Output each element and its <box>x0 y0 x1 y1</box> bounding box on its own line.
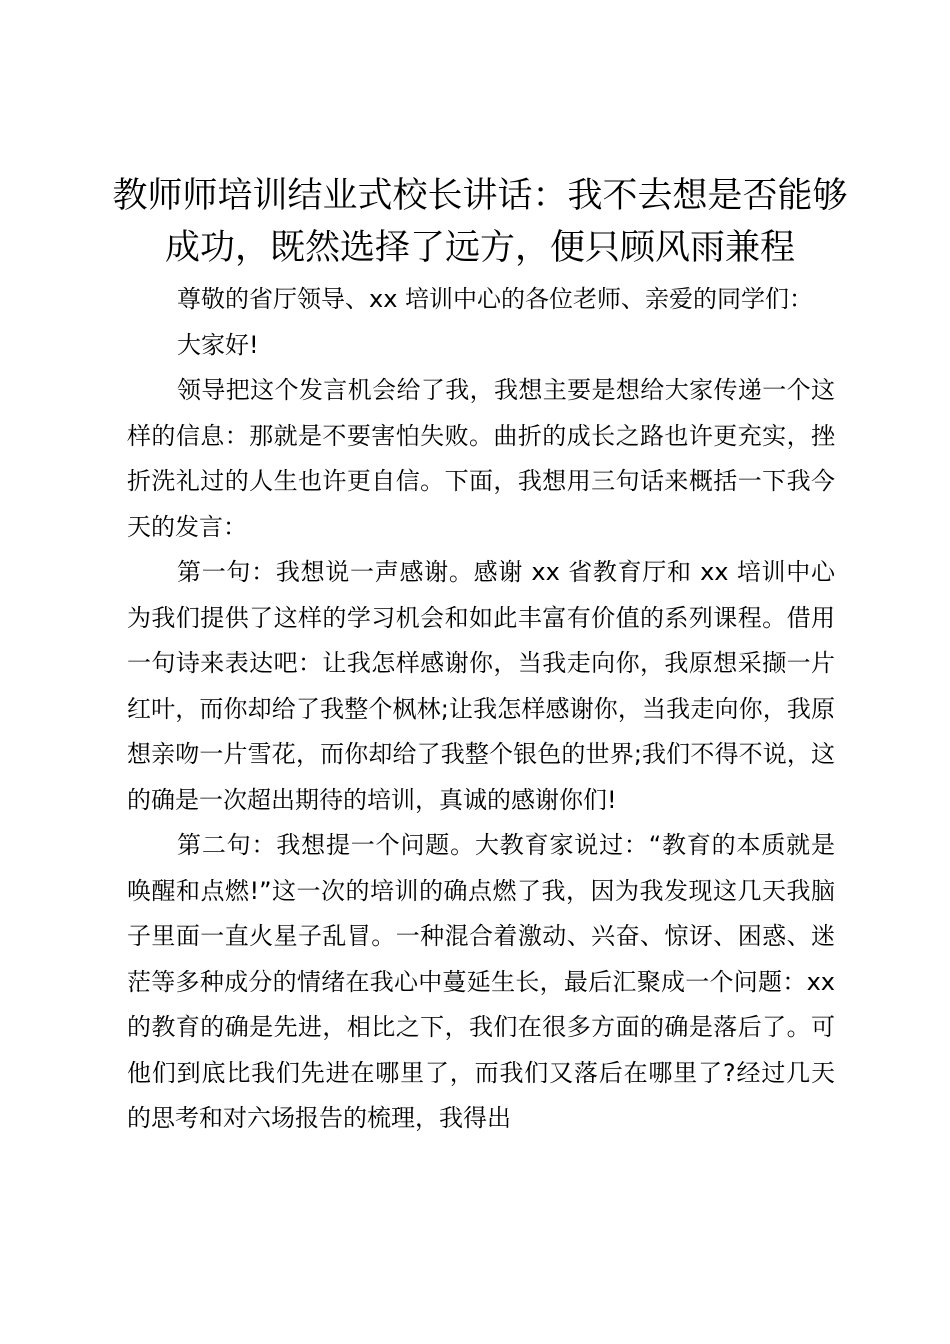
document-body <box>127 277 835 1142</box>
paragraph-first-point: 第一句：我想说一声感谢。感谢 xx 省教育厅和 xx 培训中心为我们提供了这样的学习机会和如此丰富有价值的系列课程。借用一句诗来表达吧：让我怎样感谢你，当我走向你，我原想采撷一片红叶，而你却给了我整个枫林;让我怎样感谢你，当我走向你，我原想亲吻一片雪花，而你却给了我整个银色的世界;我们不得不说，这的确是一次超出期待的培训，真诚的感谢你们! <box>127 558 835 814</box>
paragraph-second-point: 第二句：我想提一个问题。大教育家说过：“教育的本质就是唤醒和点燃!”这一次的培训的确点燃了我，因为我发现这几天我脑子里面一直火星子乱冒。一种混合着激动、兴奋、惊讶、困惑、迷茫等多种成分的情绪在我心中蔓延生长，最后汇聚成一个问题：xx 的教育的确是先进，相比之下，我们在很多方面的确是落后了。可他们到底比我们先进在哪里了，而我们又落后在哪里了?经过几天的思考和对六场报告的梳理，我得出 <box>127 831 835 1132</box>
paragraph-intro: 领导把这个发言机会给了我，我想主要是想给大家传递一个这样的信息：那就是不要害怕失败。曲折的成长之路也许更充实，挫折洗礼过的人生也许更自信。下面，我想用三句话来概括一下我今天的发言： <box>127 376 835 541</box>
document-title: 教师师培训结业式校长讲话：我不去想是否能够成功，既然选择了远方，便只顾风雨兼程 <box>112 176 848 268</box>
paragraph-salutation: 尊敬的省厅领导、xx 培训中心的各位老师、亲爱的同学们： <box>177 285 814 313</box>
paragraph-greeting: 大家好! <box>177 330 259 359</box>
